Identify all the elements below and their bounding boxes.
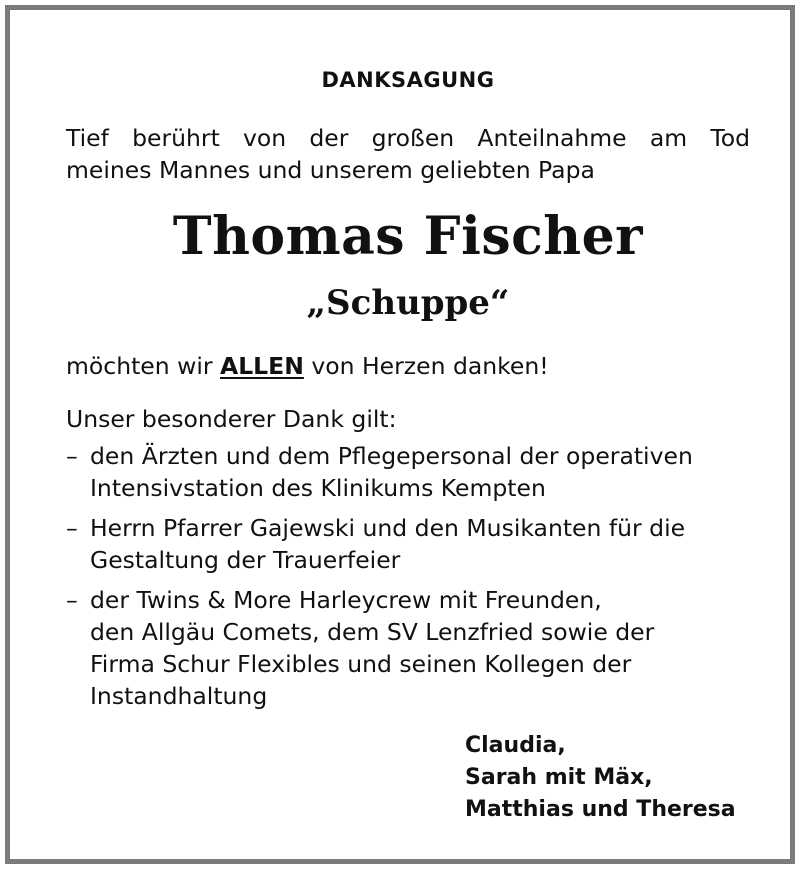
signature-block <box>465 730 785 826</box>
list-item-line: den Allgäu Comets, dem SV Lenzfried sowie der <box>90 618 655 646</box>
thanks-list <box>66 440 766 720</box>
intro-line-1: Tief berührt von der großen Anteilnahme am Tod <box>66 124 750 152</box>
signature-line: Matthias und Theresa <box>465 797 736 822</box>
list-item <box>66 584 766 712</box>
list-item-line: Gestaltung der Trauerfeier <box>90 546 401 574</box>
list-item-line: Intensivstation des Klinikums Kempten <box>90 474 546 502</box>
list-item <box>66 440 766 504</box>
list-item-line: Firma Schur Flexibles und seinen Kollegen der <box>90 650 632 678</box>
special-thanks-intro: Unser besonderer Dank gilt: <box>66 405 397 433</box>
list-dash: – <box>66 586 78 614</box>
signature-line: Claudia, <box>465 733 566 758</box>
thanks-before: möchten wir <box>66 352 221 380</box>
notice-heading: DANKSAGUNG <box>321 68 495 92</box>
list-item-line: den Ärzten und dem Pflegepersonal der operativen <box>90 442 693 470</box>
intro-text <box>66 122 750 186</box>
thanks-after: von Herzen danken! <box>303 352 549 380</box>
list-item <box>66 512 766 576</box>
list-dash: – <box>66 442 78 470</box>
intro-line-2: meines Mannes und unserem geliebten Papa <box>66 156 595 184</box>
list-item-line: Herrn Pfarrer Gajewski und den Musikanten für die <box>90 514 686 542</box>
deceased-nickname: „Schuppe“ <box>306 283 510 323</box>
signature-line: Sarah mit Mäx, <box>465 765 653 790</box>
deceased-name: Thomas Fischer <box>172 206 644 267</box>
list-item-line: Instandhaltung <box>90 682 268 710</box>
thanks-line <box>66 350 750 382</box>
list-item-line: der Twins & More Harleycrew mit Freunden, <box>90 586 602 614</box>
notice-frame <box>5 5 795 864</box>
list-dash: – <box>66 514 78 542</box>
thanks-emphasis: ALLEN <box>220 352 304 380</box>
